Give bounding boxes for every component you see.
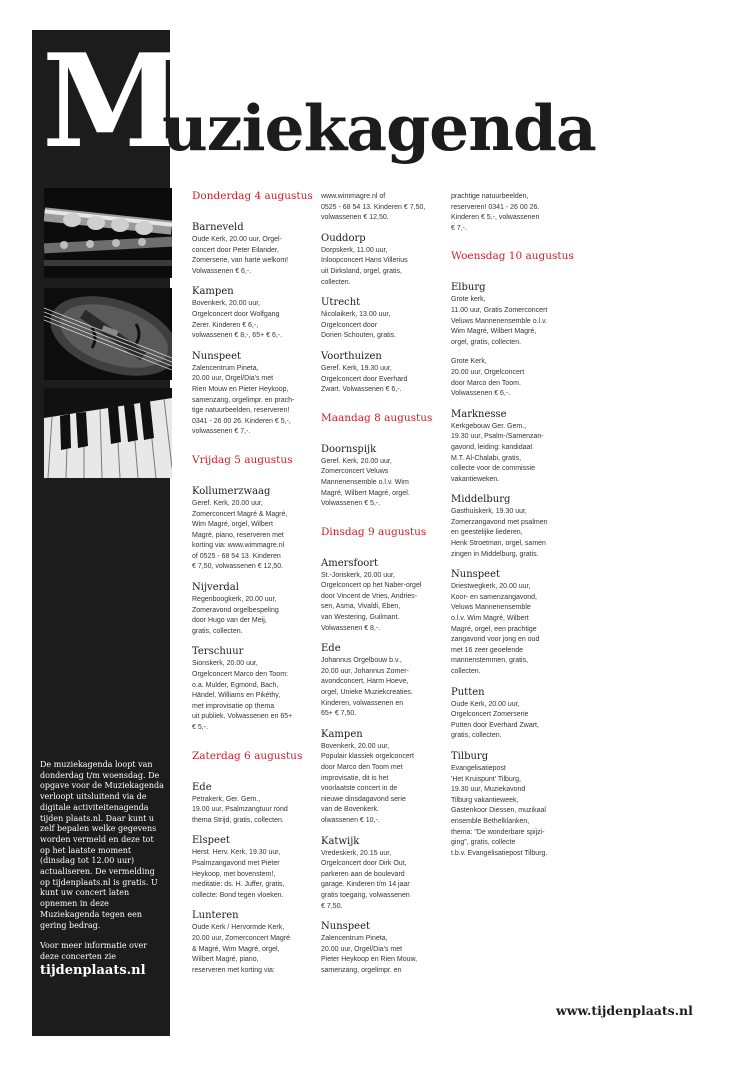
event-item: [192, 351, 310, 438]
footer-url-link[interactable]: www.tijdenplaats.nl: [556, 1003, 693, 1018]
event-description: Oude Kerk, 20.00 uur, Orgel- concert door Peter Eilander, Zomerserie, van harte welkom! Volwassenen € 6,-.: [192, 236, 289, 275]
event-place: Tilburg: [451, 750, 489, 762]
event-item: [192, 835, 310, 901]
event-item: [192, 910, 310, 976]
violin-photo: [44, 288, 172, 380]
event-description: Zalencentrum Pineta, 20.00 uur, Orgel/Dia's met Pieter Heykoop en Rien Mouw, samenzang, orgelimpr. en: [321, 935, 418, 974]
event-description: Bovenkerk, 20.00 uur, Orgelconcert door Wolfgang Zerer. Kinderen € 6,-, volwassenen € 8,-, 65+ € 6,-.: [192, 300, 283, 340]
event-item: [451, 282, 569, 348]
event-item: [451, 494, 569, 560]
event-place: Nunspeet: [451, 569, 501, 581]
event-item: [451, 409, 569, 486]
event-place: Marknesse: [451, 408, 507, 420]
event-description: www.wimmagre.nl of 0525 - 68 54 13. Kinderen € 7,50, volwassenen € 12,50.: [321, 193, 426, 222]
flute-photo: [44, 188, 172, 278]
event-place: Middelburg: [451, 494, 511, 506]
event-item: [451, 569, 569, 677]
event-item: [321, 643, 439, 720]
agenda-column-2: [321, 190, 439, 986]
day-heading: Donderdag 4 augustus: [192, 190, 313, 202]
event-description: Gasthuiskerk, 19.30 uur, Zomerzangavond met psalmen en geestelijke liederen, Henk Stroetman, orgel, samen zingen in Middelburg, gratis.: [451, 508, 548, 558]
sidebar-intro: De muziekagenda loopt van donderdag t/m woensdag. De opgave voor de Muziekagenda verloopt uitsluitend via de digitale activiteitenagenda tijden plaats.nl. Daar kunt u zelf bepalen welke gegevens worden vermeld en deze tot op het laatste moment (dinsdag tot 12.00 uur) actualiseren. De vermelding op tijdenplaats.nl is gratis. U kunt uw concert laten opnemen in deze Muziekagenda tegen een gering bedrag.: [40, 760, 164, 930]
event-description: Petrakerk, Ger. Gem., 19.00 uur, Psalmzangtuur rond thema Strijd, gratis, collecten.: [192, 795, 288, 824]
event-place: Amersfoort: [321, 557, 379, 569]
event-description: Evangelisatiepost 'Het Kruispunt' Tilburg, 19.30 uur, Muziekavond Tilburg vakantieweek, Gastenkoor Diessen, muzikaal ensemble Bethelklanken, thema: "De wonderbare spijzi- ging", gratis, collecte t.b.v. Evangelisatiepost Tilburg.: [451, 764, 548, 857]
event-item: [321, 836, 439, 913]
event-description: Dorpskerk, 11.00 uur, Inloopconcert Hans Villerius uit Dirksland, orgel, gratis, collecten.: [321, 246, 408, 286]
event-place: Barneveld: [192, 222, 244, 233]
day-heading: Maandag 8 augustus: [321, 411, 433, 424]
event-item: [321, 297, 439, 342]
event-item: [321, 729, 439, 827]
event-item: [192, 646, 310, 733]
event-item: [451, 751, 569, 859]
event-place: Utrecht: [321, 297, 361, 309]
event-place: Lunteren: [192, 910, 239, 922]
event-place: Nunspeet: [321, 921, 371, 933]
event-place: Ouddorp: [321, 232, 366, 244]
event-description: Regenboogkerk, 20.00 uur, Zomeravond orgelbespeling door Hugo van der Meij, gratis, collecten.: [192, 596, 279, 635]
event-place: Nunspeet: [192, 350, 242, 362]
event-description: Geref. Kerk, 20.00 uur, Zomerconcert Veluws Mannenensemble o.l.v. Wim Magré, Wilbert Magré, orgel. Volwassenen € 5,-.: [321, 457, 410, 508]
event-description: Geref. Kerk, 19.30 uur, Orgelconcert door Everhard Zwart. Volwassenen € 6,-.: [321, 364, 408, 394]
event-item: [192, 486, 310, 573]
event-place: Voorthuizen: [321, 350, 382, 362]
event-description: Grote kerk, 11.00 uur, Gratis Zomerconcert Veluws Mannenensemble o.l.v. Wim Magré, Wilbert Magré, orgel, gratis, collecten.: [451, 296, 548, 346]
event-place: Elburg: [451, 282, 486, 294]
event-description: Herst. Herv. Kerk, 19.30 uur, Psalmzangavond met Pieter Heykoop, met bovenstem!, meditatie: ds. H. Juffer, gratis, collecte: Bond tegen vloeken.: [192, 849, 285, 899]
event-place: Kampen: [321, 728, 363, 740]
event-place: Doornspijk: [321, 443, 377, 455]
event-place: Kollumerzwaag: [192, 485, 271, 497]
event-place: Terschuur: [192, 646, 244, 658]
event-description: Grote Kerk, 20.00 uur, Orgelconcert door Marco den Toom. Volwassenen € 6,-.: [451, 358, 525, 398]
event-item: [321, 444, 439, 510]
event-description: Bovenkerk, 20.00 uur, Populair klassiek orgelconcert door Marco den Toom met improvisatie, dit is het voorlaatste concert in de nieuwe dinsdagavond serie van de Bovenkerk. olwassenen € 10,-.: [321, 742, 414, 824]
event-place: Kampen: [192, 286, 234, 298]
event-description: prachtige natuurbeelden, reserveren! 0341 - 26 00 26. Kinderen € 5,-, volwassenen € 7,-.: [451, 193, 540, 232]
event-item: [192, 286, 310, 341]
event-item: [192, 222, 310, 277]
sidebar-info: [40, 760, 164, 979]
event-description: Johannus Orgelbouw b.v., 20.00 uur, Johannus Zomer- avondconcert, Harm Hoeve, orgel, Unieke Muziekcreaties. Kinderen, volwassenen en 65+ € 7,50.: [321, 657, 413, 718]
event-item: [321, 233, 439, 288]
agenda-column-3: [451, 190, 574, 868]
event-item: [321, 558, 439, 635]
day-heading: Zaterdag 6 augustus: [192, 749, 303, 762]
event-description: St.-Joriskerk, 20.00 uur, Orgelconcert op het Naber-orgel door Vincent de Vries, Andries- sen, Asma, Vivaldi, Eben, van Westering, Guilmant. Volwassenen € 8,-.: [321, 571, 422, 632]
event-item: [192, 582, 310, 637]
event-description: Geref. Kerk, 20.00 uur, Zomerconcert Magré & Magré, Wim Magré, orgel, Wilbert Magré, piano, reserveren met korting via: www.wimmagre.nl of 0525 - 68 54 13. Kinderen € 7,50, volwassenen € 12,50.: [192, 499, 288, 571]
sidebar-url-link[interactable]: tijdenplaats.nl: [40, 962, 146, 978]
event-description: Nicolaikerk, 13.00 uur, Orgelconcert door Dorien Schouten, gratis.: [321, 311, 397, 340]
page-title: uziekagenda: [162, 91, 596, 165]
event-description: Oude Kerk, 20.00 uur, Orgelconcert Zomerserie Putten door Everhard Zwart, gratis, collecten.: [451, 700, 539, 740]
agenda-column-1: [192, 190, 313, 985]
event-place: Putten: [451, 686, 485, 698]
event-description: Sionskerk, 20.00 uur, Orgelconcert Marco den Toom: o.a. Mulder, Egmond, Bach, Händel, Williams en Pikéthy, met improvisatie op thema uit publiek. Volwassenen en 65+ € 5,-.: [192, 660, 293, 731]
event-item: [451, 687, 569, 742]
event-description: Zalencentrum Pineta, 20.00 uur, Orgel/Dia's met Rien Mouw en Pieter Heykoop, samenzang, orgelimpr. en prach- tige natuurbeelden, reserveren! 0341 - 26 00 26. Kinderen € 5,-, volwassenen € 7,-.: [192, 364, 295, 436]
day-heading: Vrijdag 5 augustus: [192, 453, 293, 466]
event-item: [192, 782, 310, 827]
event-place: Nijverdal: [192, 582, 239, 594]
event-item: [321, 192, 439, 224]
event-description: Vredeskerk, 20.15 uur, Orgelconcert door Dirk Out, parkeren aan de boulevard garage. Kinderen t/m 14 jaar gratis toegang, volwassenen € 7,50.: [321, 849, 410, 910]
event-item: [451, 192, 569, 234]
event-place: Ede: [192, 781, 212, 793]
title-initial: M: [42, 27, 178, 177]
event-description: Driestwegkerk, 20.00 uur, Koor- en samenzangavond, Veluws Mannenensemble o.l.v. Wim Magré, Wilbert Magré, orgel, een prachtige zangavond voor jong en oud met 16 zeer geoefende mannenstemmen, gratis, collecten.: [451, 583, 540, 675]
day-heading: Dinsdag 9 augustus: [321, 525, 427, 538]
day-heading: Woensdag 10 augustus: [451, 250, 574, 263]
event-item: [321, 921, 439, 976]
event-description: Oude Kerk / Hervormde Kerk, 20.00 uur, Zomerconcert Magré & Magré, Wim Magré, orgel, Wilbert Magré, piano, reserveren met korting via:: [192, 924, 291, 974]
sidebar-more-info: Voor meer informatie over deze concerten zie: [40, 941, 148, 961]
event-description: Kerkgebouw Ger. Gem., 19.30 uur, Psalm-/Samenzan- gavond, leiding: kandidaat M.T. Al-Chalabi, gratis, collecte voor de commissie vakantieweken.: [451, 422, 544, 483]
piano-keys-photo: [44, 388, 172, 478]
event-place: Katwijk: [321, 835, 360, 847]
event-item: [451, 357, 569, 399]
event-item: [321, 351, 439, 396]
event-place: Elspeet: [192, 835, 230, 847]
event-place: Ede: [321, 643, 341, 655]
